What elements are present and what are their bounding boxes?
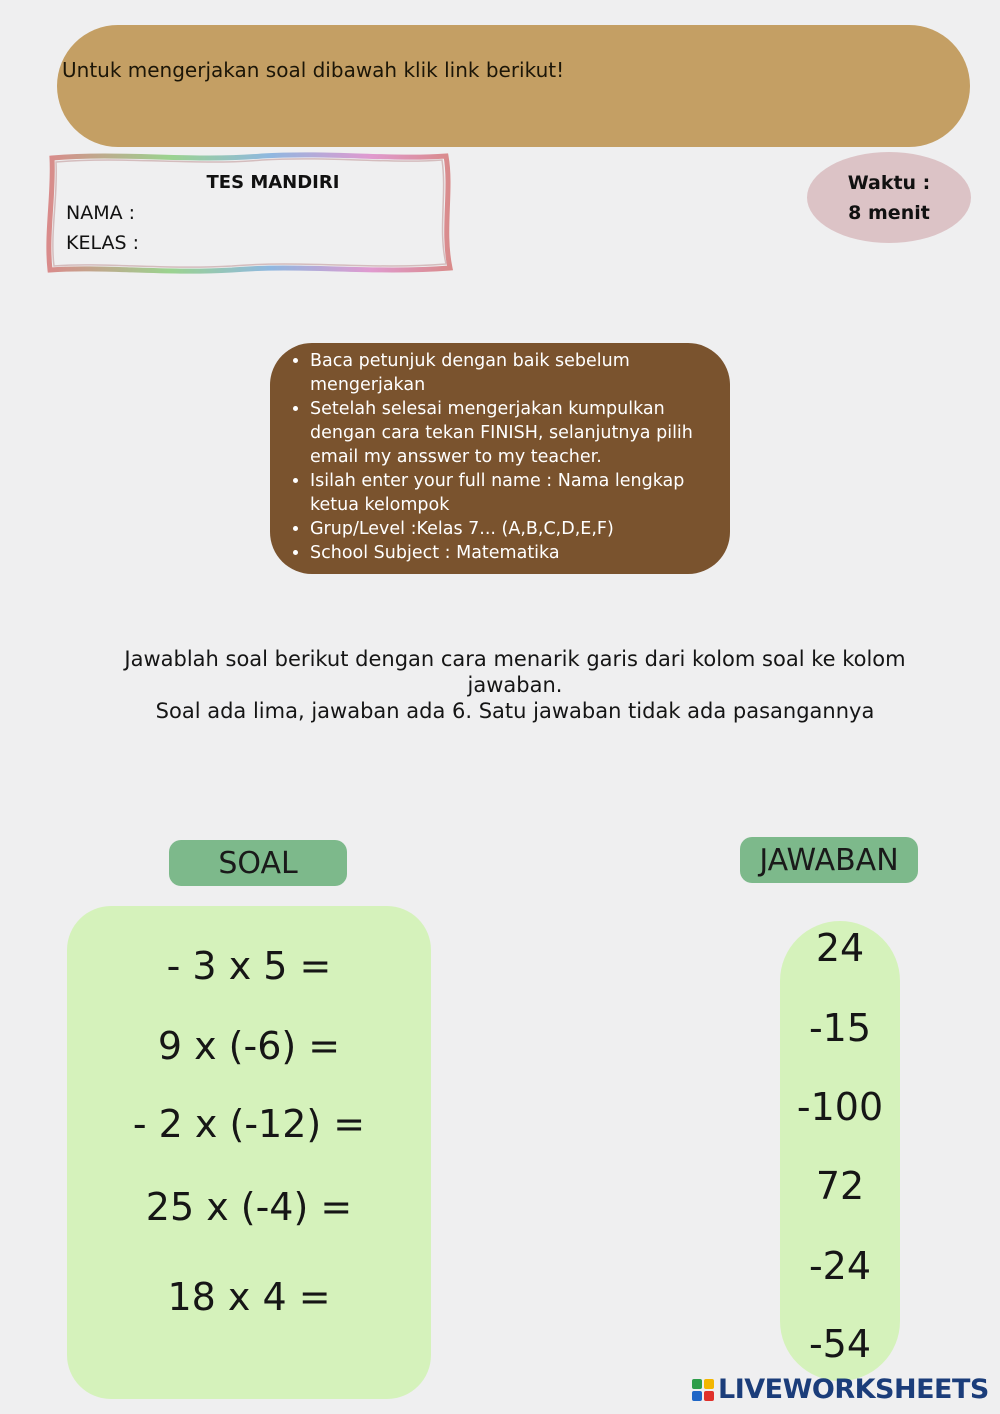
instruction-item: • Setelah selesai mengerjakan kumpulkan dengan cara tekan FINISH, selanjutnya pilih email my ansswer to my teacher. — [310, 397, 710, 469]
instruction-item: • Grup/Level :Kelas 7... (A,B,C,D,E,F) — [310, 517, 710, 541]
instructions-box — [270, 343, 730, 574]
question-item[interactable]: - 2 x (-12) = — [132, 1102, 366, 1146]
answer-item[interactable]: -54 — [808, 1322, 872, 1366]
instruction-item: • School Subject : Matematika — [310, 541, 710, 565]
link-banner-text[interactable]: Untuk mengerjakan soal dibawah klik link berikut! — [62, 58, 565, 82]
question-item[interactable]: 25 x (-4) = — [145, 1185, 353, 1229]
jawaban-header: JAWABAN — [740, 837, 918, 883]
liveworksheets-logo-icon — [692, 1379, 714, 1401]
time-label: Waktu : — [847, 171, 931, 194]
question-item[interactable]: - 3 x 5 = — [166, 944, 332, 988]
answer-item[interactable]: -100 — [796, 1085, 884, 1129]
instruction-item: • Isilah enter your full name : Nama lengkap ketua kelompok — [310, 469, 710, 517]
name-label: NAMA : — [66, 202, 136, 224]
time-value: 8 menit — [848, 201, 930, 224]
liveworksheets-brand — [692, 1374, 989, 1405]
answer-item[interactable]: -15 — [808, 1006, 872, 1050]
link-banner[interactable] — [57, 25, 970, 147]
task-description — [120, 646, 910, 724]
instructions-list — [282, 349, 710, 565]
time-badge — [807, 152, 971, 243]
brand-text: LIVEWORKSHEETS — [718, 1374, 989, 1405]
test-title: TES MANDIRI — [206, 172, 340, 193]
task-line-2: Soal ada lima, jawaban ada 6. Satu jawaban tidak ada pasangannya — [155, 699, 875, 723]
answer-item[interactable]: 72 — [815, 1164, 865, 1208]
question-item[interactable]: 18 x 4 = — [167, 1275, 331, 1319]
soal-header: SOAL — [169, 840, 347, 886]
class-label: KELAS : — [66, 232, 139, 254]
instruction-item: • Baca petunjuk dengan baik sebelum mengerjakan — [310, 349, 710, 397]
answer-item[interactable]: -24 — [808, 1244, 872, 1288]
answer-item[interactable]: 24 — [815, 926, 865, 970]
answers-panel — [780, 921, 900, 1381]
task-line-1: Jawablah soal berikut dengan cara menarik garis dari kolom soal ke kolom jawaban. — [124, 647, 906, 697]
question-item[interactable]: 9 x (-6) = — [157, 1024, 341, 1068]
